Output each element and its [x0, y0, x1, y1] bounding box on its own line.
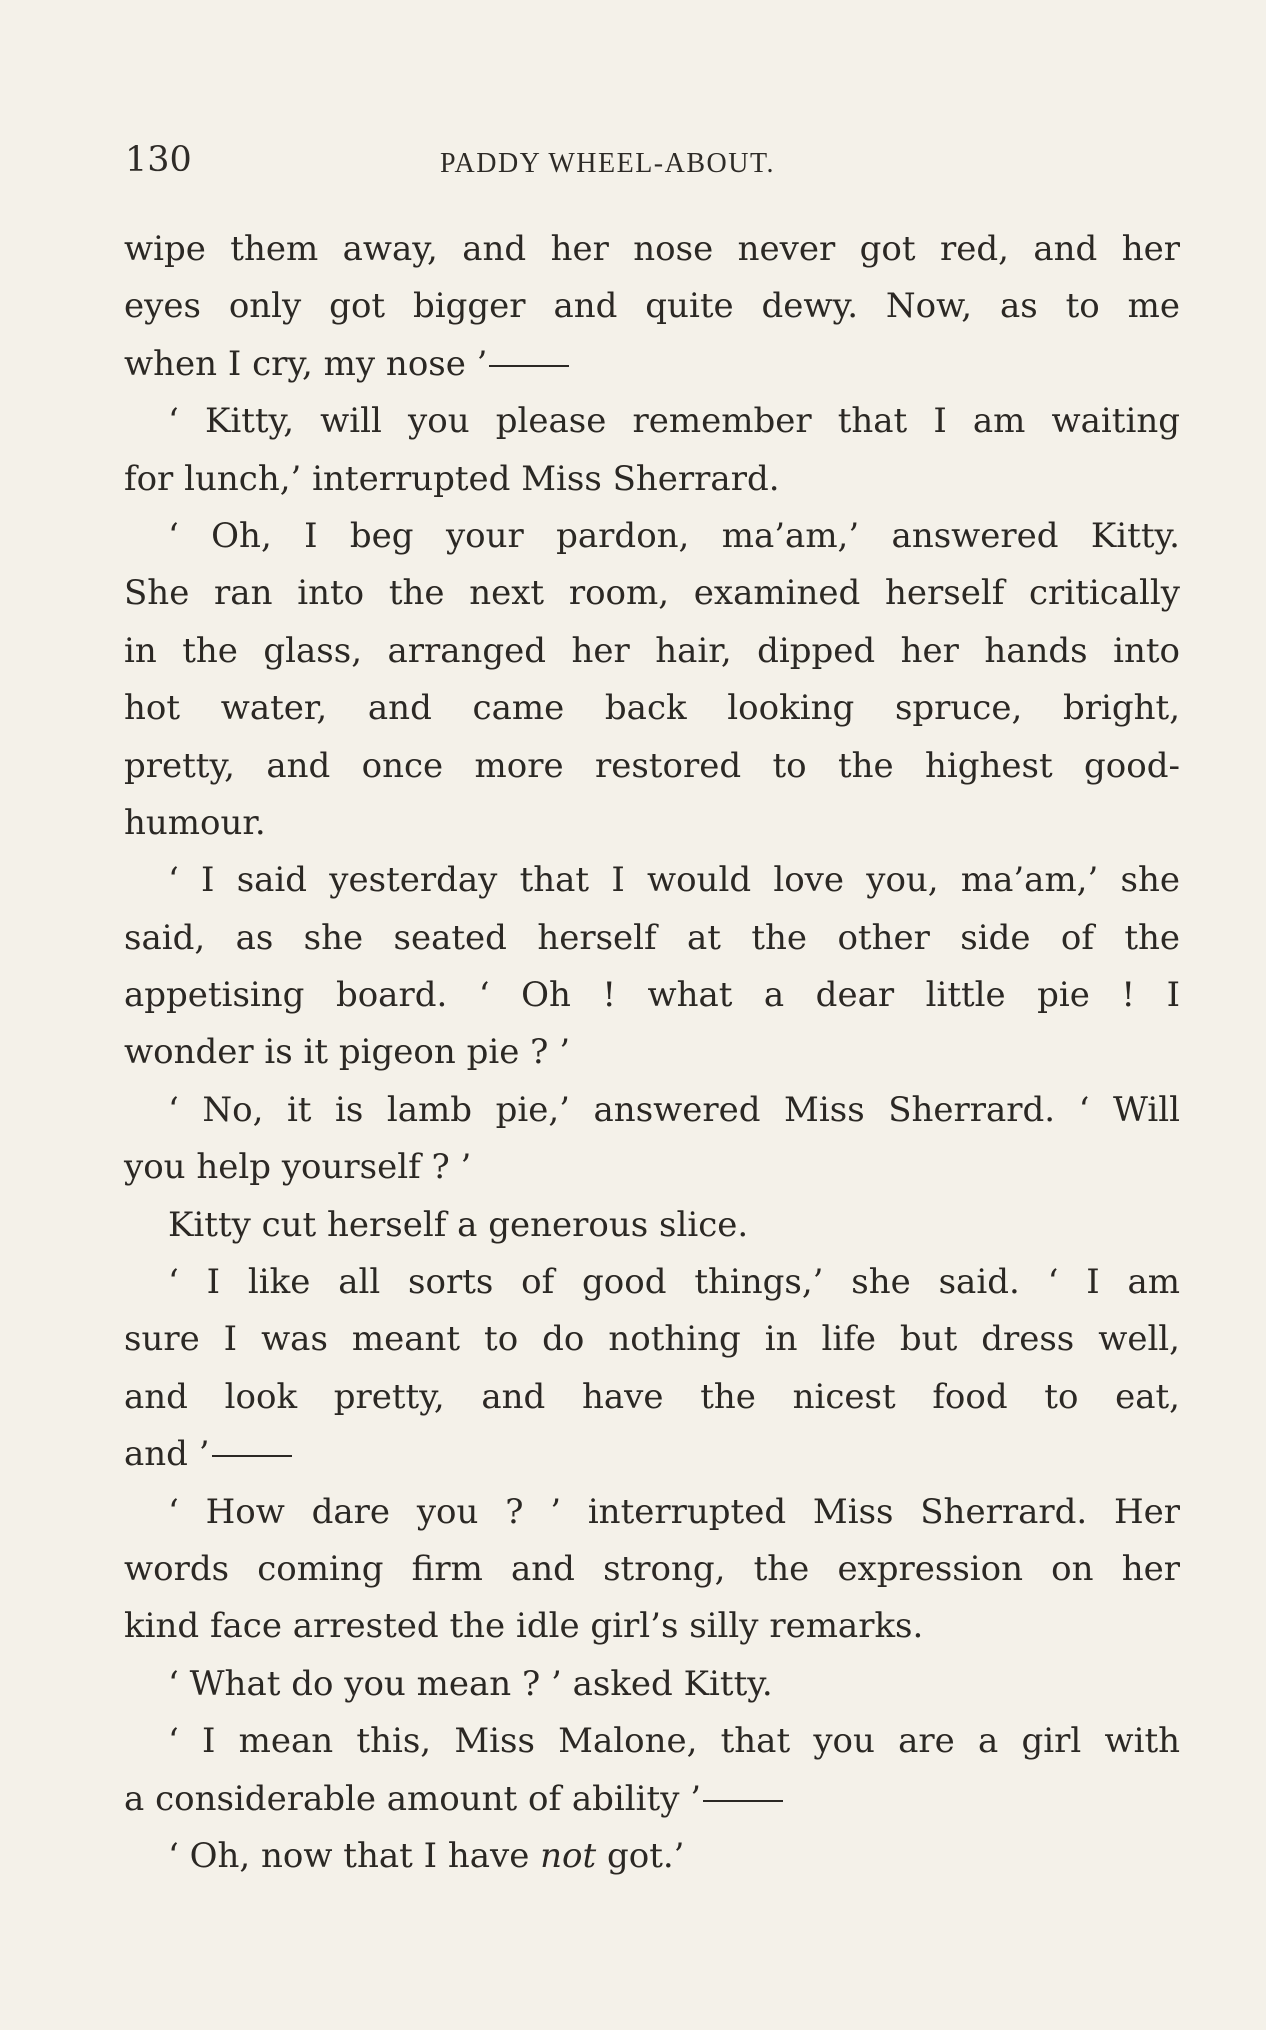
line-text: you help yourself ? ’	[124, 1147, 472, 1188]
line-text: Kitty cut herself a generous slice.	[168, 1204, 749, 1245]
em-dash-rule	[212, 1455, 292, 1457]
text-line	[124, 967, 1180, 1024]
text-line	[124, 1828, 1180, 1885]
line-text: ‘ Kitty, will you please remember that I am waiting	[168, 401, 1180, 442]
line-text: ‘ No, it is lamb pie,’ answered Miss Sherrard. ‘ Will	[168, 1089, 1180, 1130]
line-text: in the glass, arranged her hair, dipped her hands into	[124, 630, 1180, 671]
text-line	[124, 1197, 1180, 1254]
italic-word: not	[540, 1835, 597, 1876]
text-line	[124, 1311, 1180, 1368]
line-text: words coming firm and strong, the expression on her	[124, 1548, 1180, 1589]
page-number: 130	[125, 140, 192, 180]
line-text: kind face arrested the idle girl’s silly remarks.	[124, 1606, 924, 1647]
line-text: ‘ How dare you ? ’ interrupted Miss Sherrard. Her	[168, 1491, 1180, 1532]
text-line	[124, 1541, 1180, 1598]
line-text: hot water, and came back looking spruce, bright,	[124, 688, 1180, 729]
text-line	[124, 336, 1180, 393]
text-line	[124, 852, 1180, 909]
line-text: and ’	[124, 1434, 210, 1475]
text-line	[124, 1484, 1180, 1541]
line-text: a considerable amount of ability ’	[124, 1778, 702, 1819]
text-line	[124, 1598, 1180, 1655]
line-text: humour.	[124, 802, 266, 843]
line-text: wipe them away, and her nose never got red, and her	[124, 229, 1180, 269]
text-line	[124, 910, 1180, 967]
line-text: got.’	[596, 1835, 685, 1876]
text-line	[124, 278, 1180, 335]
line-text: and look pretty, and have the nicest food to eat,	[124, 1376, 1180, 1417]
line-text: ‘ Oh, now that I have	[168, 1835, 541, 1876]
em-dash-rule	[489, 365, 569, 367]
text-line	[124, 1369, 1180, 1426]
text-line	[124, 508, 1180, 565]
body-text	[124, 221, 1180, 1885]
text-line	[124, 1024, 1180, 1081]
line-text: ‘ I like all sorts of good things,’ she said. ‘ I am	[168, 1262, 1180, 1303]
line-text: wonder is it pigeon pie ? ’	[124, 1032, 571, 1073]
em-dash-rule	[703, 1800, 783, 1802]
page-header	[125, 140, 1180, 190]
line-text: eyes only got bigger and quite dewy. Now, as to me	[124, 286, 1180, 327]
text-line	[124, 1713, 1180, 1770]
text-line	[124, 565, 1180, 622]
text-line	[124, 1254, 1180, 1311]
text-line	[124, 1771, 1180, 1828]
running-title: PADDY WHEEL-ABOUT.	[440, 148, 775, 179]
text-line	[124, 221, 1180, 278]
line-text: sure I was meant to do nothing in life but dress well,	[124, 1319, 1180, 1360]
line-text: said, as she seated herself at the other side of the	[124, 917, 1180, 958]
text-line	[124, 393, 1180, 450]
line-text: ‘ I said yesterday that I would love you, ma’am,’ she	[168, 860, 1180, 901]
line-text: for lunch,’ interrupted Miss Sherrard.	[124, 458, 780, 499]
text-line	[124, 1656, 1180, 1713]
text-line	[124, 451, 1180, 508]
text-line	[124, 1139, 1180, 1196]
line-text: appetising board. ‘ Oh ! what a dear little pie ! I	[124, 975, 1180, 1016]
text-line	[124, 680, 1180, 737]
line-text: ‘ What do you mean ? ’ asked Kitty.	[168, 1663, 773, 1704]
line-text: ‘ I mean this, Miss Malone, that you are a girl with	[168, 1721, 1180, 1762]
line-text: when I cry, my nose ’	[124, 343, 488, 384]
text-line	[124, 1082, 1180, 1139]
text-line	[124, 738, 1180, 795]
text-line	[124, 795, 1180, 852]
line-text: ‘ Oh, I beg your pardon, ma’am,’ answered Kitty.	[168, 515, 1180, 556]
text-line	[124, 623, 1180, 680]
line-text: pretty, and once more restored to the highest good-	[124, 745, 1180, 786]
line-text: She ran into the next room, examined herself critically	[124, 573, 1180, 614]
text-line	[124, 1426, 1180, 1483]
